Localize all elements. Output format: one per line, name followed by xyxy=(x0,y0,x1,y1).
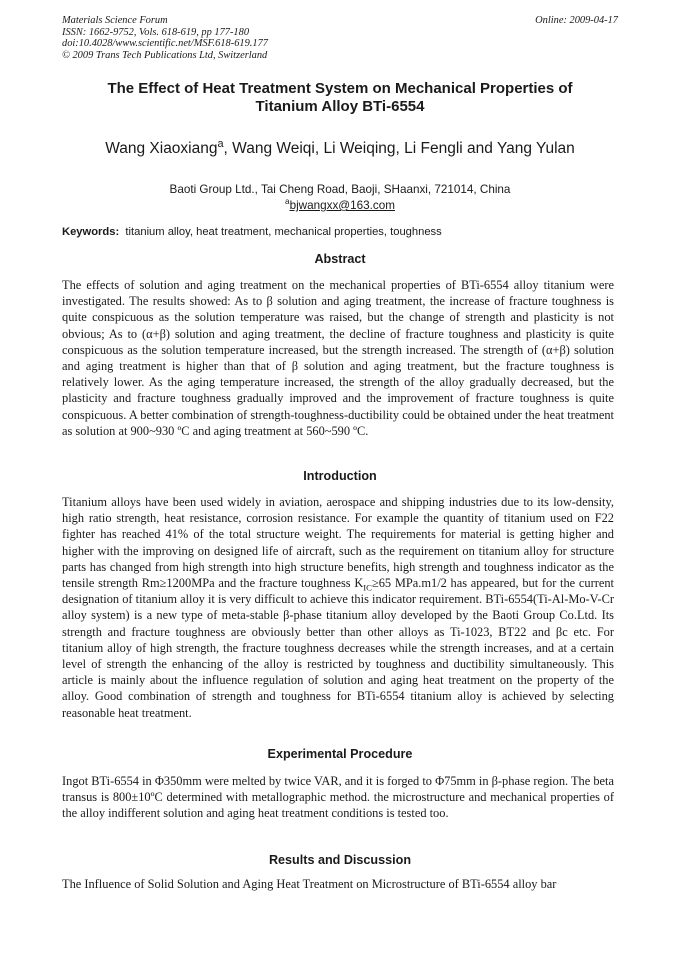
results-subheading: The Influence of Solid Solution and Aging Heat Treatment on Microstructure of BTi-6554 alloy bar xyxy=(62,877,557,891)
kic-subscript: IC xyxy=(363,582,372,593)
online-date: Online: 2009-04-17 xyxy=(535,15,618,26)
first-author: Wang Xiaoxiang xyxy=(105,140,218,157)
journal-name: Materials Science Forum xyxy=(62,15,168,26)
experimental-heading: Experimental Procedure xyxy=(267,747,413,761)
introduction-text xyxy=(62,494,614,721)
doi-line: doi:10.4028/www.scientific.net/MSF.618-619.177 xyxy=(62,38,268,50)
journal-header xyxy=(62,15,618,61)
introduction-heading: Introduction xyxy=(303,469,377,483)
email-mark: a xyxy=(285,197,290,207)
abstract-heading: Abstract xyxy=(314,252,366,266)
affiliation: Baoti Group Ltd., Tai Cheng Road, Baoji, SHaanxi, 721014, China xyxy=(169,183,511,196)
other-authors: , Wang Weiqi, Li Weiqing, Li Fengli and Yang Yulan xyxy=(223,140,575,157)
issn-line: ISSN: 1662-9752, Vols. 618-619, pp 177-180 xyxy=(62,26,250,38)
keywords xyxy=(62,224,618,240)
author-affiliation-mark: a xyxy=(217,137,224,150)
paper-title xyxy=(62,80,618,116)
introduction-text-part2: ≥65 MPa.m1/2 has appeared, but for the current designation of titanium alloy it is very difficult to achieve this indicator requirement. BTi-6554(Ti-Al-Mo-V-Cr alloy system) is a new type of meta-stable β-phase titanium alloy developed by the Baoti Group Co.Ltd. Its strength and fracture toughness are obviously better than other alloys as Ti-1023, BT22 and βc etc. For titanium alloy of high strength, the fracture toughness decreases while the strength increases, and at a certain level of strength the enhancing of the alloy is restricted by toughness and ductibility simultaneously. This article is mainly about the influence regulation of solution and aging heat treatment on the property of the alloy. Good combination of strength and toughness for BTi-6554 titanium alloy is achieved by selecting reasonable heat treatment. xyxy=(62,576,614,720)
keywords-label: Keywords: xyxy=(62,226,120,238)
introduction-text-part1: Titanium alloys have been used widely in aviation, aerospace and shipping industries due to its low-density, high ratio strength, heat resistance, corrosion resistance. For example the quantity of titanium used on F22 fighter has reached 41% of the total structure weight. The requirements for material is getting higher and higher with the improving on designed life of aircraft, such as the requirement on titanium alloy for structure parts has changed from high strength into high structure benefits, high strength and toughness indicator as the tensile strength Rm≥1200MPa and the fracture toughness K xyxy=(62,495,614,591)
keywords-text: titanium alloy, heat treatment, mechanical properties, toughness xyxy=(125,226,442,238)
copyright-line: © 2009 Trans Tech Publications Ltd, Switzerland xyxy=(62,49,268,61)
email-link[interactable]: bjwangxx@163.com xyxy=(289,199,395,212)
abstract-text: The effects of solution and aging treatment on the mechanical properties of BTi-6554 alloy titanium were investigated. The results showed: As to β solution and aging treatment, the increase of fracture toughness is quite conspicuous as the solution temperature was raised, but the change of strength and plasticity is not obvious; As to (α+β) solution and aging treatment, the decline of fracture toughness and plasticity is quite conspicuous as the solution temperature increased, but the strength increased. The strength of (α+β) solution and aging treatment is higher than that of β solution and aging treatment, but the fracture toughness is relatively lower. As the aging temperature increased, the strength of the alloy gradually decreased, but the plasticity and fracture toughness gradually improved and the improvement of fracture toughness is quite conspicuous. A better combination of strength-toughness-ductibility could be obtained under the heat treatment as solution at 900~930 ºC and aging treatment at 560~590 ºC. xyxy=(62,278,614,438)
results-heading: Results and Discussion xyxy=(268,853,412,867)
title-line-2: Titanium Alloy BTi-6554 xyxy=(255,98,425,115)
author-list xyxy=(62,139,618,159)
title-line-1: The Effect of Heat Treatment System on Mechanical Properties of xyxy=(107,80,573,97)
contact-email xyxy=(62,198,618,214)
experimental-text: Ingot BTi-6554 in Φ350mm were melted by twice VAR, and it is forged to Φ75mm in β-phase region. The beta transus is 800±10ºC determined with metallographic method. the microstructure and mechanical properties of the alloy indifferent solution and aging heat treatment conditions is tested too. xyxy=(62,774,614,821)
